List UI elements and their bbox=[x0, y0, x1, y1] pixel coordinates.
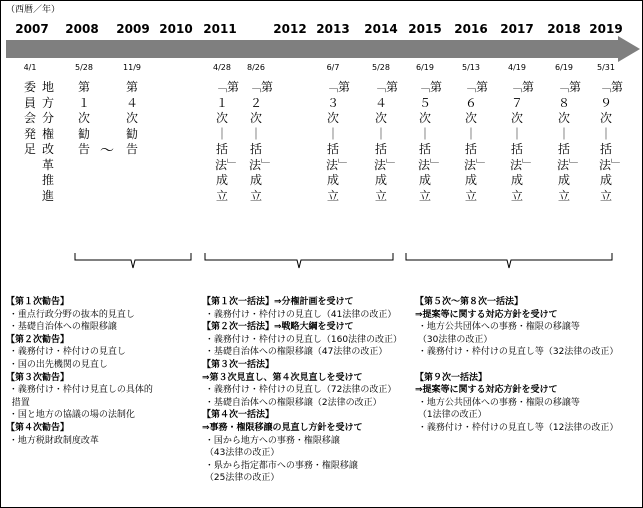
note-line: ・国の出先機関の見直し bbox=[6, 359, 108, 370]
year-2007: 2007 bbox=[15, 22, 49, 36]
note-line: （1法律の改正） bbox=[415, 410, 487, 421]
year-2014: 2014 bbox=[364, 22, 398, 36]
note-line: ・地方公共団体への事務・権限の移譲等 bbox=[415, 397, 580, 408]
year-2010: 2010 bbox=[159, 22, 193, 36]
note-heading: 【第２次一括法】⇒戦略大綱を受けて bbox=[202, 322, 354, 333]
event-date: 5/31 bbox=[597, 63, 615, 72]
notes-first-to-fourth-acts bbox=[202, 296, 402, 485]
year-2018: 2018 bbox=[547, 22, 581, 36]
note-line: （43法律の改正） bbox=[202, 448, 280, 459]
year-2008: 2008 bbox=[65, 22, 99, 36]
note-line: ・義務付け・枠付けの見直し（160法律の改正） bbox=[202, 334, 403, 345]
note-line: ・地方税財政制度改革 bbox=[6, 435, 99, 446]
year-2017: 2017 bbox=[500, 22, 534, 36]
year-2013: 2013 bbox=[316, 22, 350, 36]
event-label: 地方分権改革推進 bbox=[41, 80, 54, 203]
event-date: 4/1 bbox=[23, 63, 37, 72]
note-heading: ⇒事務・権限移譲の見直し方針を受けて bbox=[202, 422, 363, 433]
event-date: 5/28 bbox=[372, 63, 390, 72]
event-date: 11/9 bbox=[123, 63, 141, 72]
event-date: 8/26 bbox=[247, 63, 265, 72]
brace-left bbox=[73, 252, 193, 270]
note-line: ・地方公共団体への事務・権限の移譲等 bbox=[415, 322, 580, 333]
event-label: ﹁第８次｜括法﹂成立 bbox=[557, 80, 582, 203]
note-line: ・義務付け・枠付けの見直し等（12法律の改正） bbox=[415, 422, 619, 433]
note-heading: 【第１次勧告】 bbox=[6, 297, 70, 307]
timeline-arrow bbox=[6, 36, 642, 62]
note-line: ・基礎自治体への権限移譲（2法律の改正） bbox=[202, 397, 382, 408]
event-label: 第１次勧告 bbox=[77, 80, 90, 156]
year-2009: 2009 bbox=[116, 22, 150, 36]
event-label: 第４次勧告 bbox=[125, 80, 138, 156]
note-line: ・義務付け・枠付けの見直し等（32法律の改正） bbox=[415, 347, 619, 358]
note-line: ・基礎自治体への権限移譲 bbox=[6, 322, 117, 333]
note-heading: ⇒提案等に関する対応方針を受けて bbox=[415, 385, 558, 396]
note-line: ・義務付け・枠付けの見直し（72法律の改正） bbox=[202, 385, 397, 396]
event-date: 6/19 bbox=[555, 63, 573, 72]
notes-recommendations bbox=[6, 296, 153, 447]
brace-mid bbox=[203, 252, 395, 270]
note-heading: 【第３次勧告】 bbox=[6, 372, 70, 383]
event-label: 委員会発足 bbox=[23, 80, 36, 156]
year-2019: 2019 bbox=[589, 22, 623, 36]
note-line: 措置 bbox=[6, 397, 30, 408]
note-line: （25法律の改正） bbox=[202, 473, 280, 484]
unit-label: （西暦／年） bbox=[6, 5, 61, 15]
year-2016: 2016 bbox=[454, 22, 488, 36]
note-heading: 【第３次一括法】 bbox=[202, 359, 275, 370]
notes-fifth-to-ninth-acts bbox=[415, 296, 618, 435]
year-2011: 2011 bbox=[203, 22, 237, 36]
event-label: ﹁第６次｜括法﹂成立 bbox=[464, 80, 489, 203]
note-line: ・国と地方の協議の場の法制化 bbox=[6, 410, 135, 421]
note-line: ・義務付け・枠付け見直しの具体的 bbox=[6, 385, 153, 396]
note-line: ・義務付け・枠付けの見直し（41法律の改正） bbox=[202, 309, 397, 320]
note-heading: 【第１次一括法】⇒分権計画を受けて bbox=[202, 297, 354, 307]
note-heading: 【第２次勧告】 bbox=[6, 334, 70, 345]
event-date: 6/19 bbox=[416, 63, 434, 72]
event-label: ﹁第１次｜括法﹂成立 bbox=[215, 80, 240, 203]
note-heading: 【第９次一括法】 bbox=[415, 372, 488, 383]
note-line: ・基礎自治体への権限移譲（47法律の改正） bbox=[202, 347, 388, 358]
event-label: ﹁第５次｜括法﹂成立 bbox=[418, 80, 443, 203]
event-date: 5/28 bbox=[75, 63, 93, 72]
event-date: 4/19 bbox=[508, 63, 526, 72]
note-line: ・国から地方への事務・権限移譲 bbox=[202, 435, 340, 446]
year-2012: 2012 bbox=[273, 22, 307, 36]
note-line: ・義務付け・枠付けの見直し bbox=[6, 347, 126, 358]
event-label: ﹁第４次｜括法﹂成立 bbox=[374, 80, 399, 203]
note-line: ・重点行政分野の抜本的見直し bbox=[6, 309, 135, 320]
note-line: （30法律の改正） bbox=[415, 334, 493, 345]
event-date: 5/13 bbox=[462, 63, 480, 72]
event-label: ﹁第７次｜括法﹂成立 bbox=[510, 80, 535, 203]
wave-dash: ～ bbox=[100, 143, 114, 159]
event-label: ﹁第９次｜括法﹂成立 bbox=[599, 80, 624, 203]
event-label: ﹁第２次｜括法﹂成立 bbox=[249, 80, 274, 203]
note-heading: 【第４次一括法】 bbox=[202, 410, 275, 421]
note-heading: 【第５次～第８次一括法】 bbox=[415, 297, 524, 307]
note-heading: 【第４次勧告】 bbox=[6, 422, 70, 433]
event-date: 6/7 bbox=[326, 63, 340, 72]
note-line bbox=[415, 359, 618, 372]
note-heading: ⇒第３次見直し、第４次見直しを受けて bbox=[202, 372, 363, 383]
brace-right bbox=[404, 252, 614, 270]
note-line: ・県から指定都市への事務・権限移譲 bbox=[202, 460, 358, 471]
note-heading: ⇒提案等に関する対応方針を受けて bbox=[415, 309, 558, 320]
year-2015: 2015 bbox=[408, 22, 442, 36]
event-label: ﹁第３次｜括法﹂成立 bbox=[326, 80, 351, 203]
event-date: 4/28 bbox=[213, 63, 231, 72]
